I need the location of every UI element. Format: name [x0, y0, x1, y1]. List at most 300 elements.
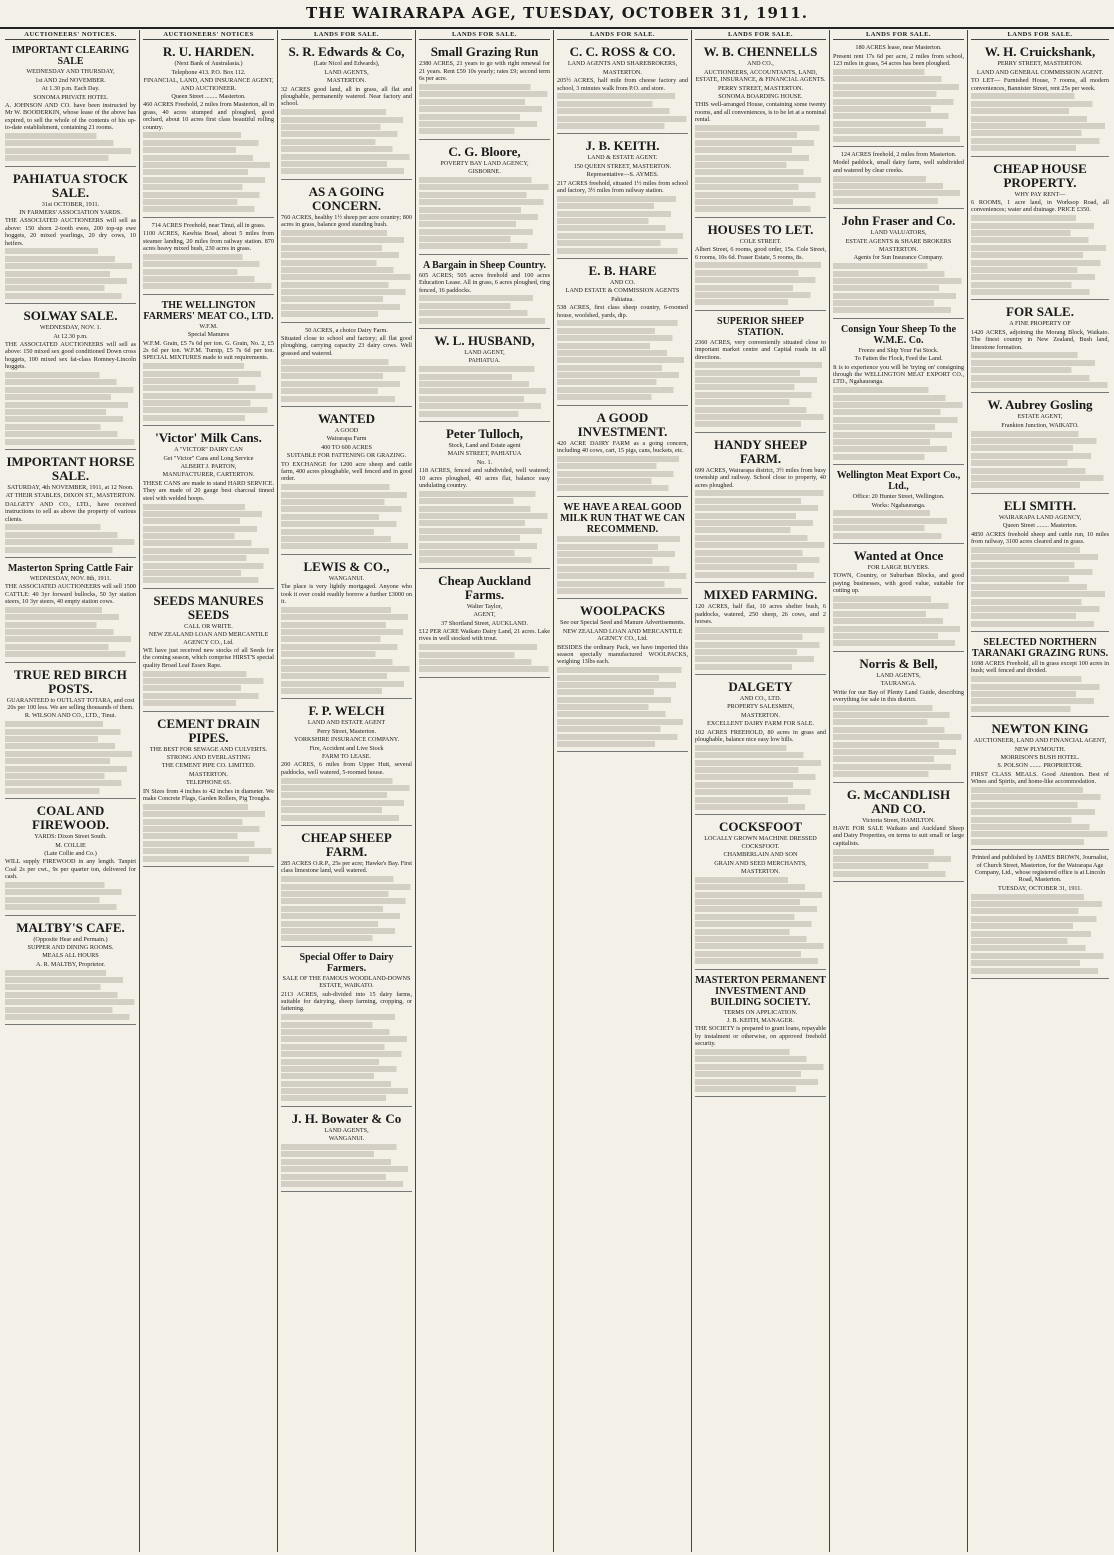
ad-title: Wellington Meat Export Co., Ltd.,	[836, 470, 961, 493]
print-line	[143, 283, 274, 289]
print-line	[695, 177, 826, 183]
print-line	[5, 904, 136, 910]
print-line	[5, 379, 136, 385]
ad-body: 200 ACRES, 6 miles from Upper Hutt, several paddocks, well watered, 5-roomed house.	[281, 761, 412, 776]
print-line	[557, 320, 688, 326]
print-line	[5, 278, 136, 284]
print-line	[281, 898, 412, 904]
advertisement	[419, 42, 550, 139]
print-line	[281, 168, 412, 174]
ad-line: Pahiatua.	[611, 295, 634, 303]
print-line	[695, 1064, 826, 1070]
ad-line: TERMS ON APPLICATION.	[723, 1008, 798, 1016]
print-line	[971, 482, 1109, 488]
print-line	[833, 307, 964, 313]
print-line	[971, 916, 1109, 922]
column	[416, 30, 554, 1552]
ad-line: Works: Ngahauranga.	[871, 501, 926, 509]
print-line	[419, 106, 550, 112]
print-line	[557, 93, 688, 99]
ad-body: FIRST CLASS MEALS. Good Attention. Best of Wines and Spirits, and home-like accommodation.	[971, 770, 1109, 786]
ad-line: NEW ZEALAND LOAN AND MERCANTILE AGENCY CO., Ltd.	[562, 627, 683, 643]
print-lines	[833, 387, 964, 460]
print-line	[971, 130, 1109, 136]
print-lines	[971, 547, 1109, 627]
print-line	[971, 145, 1109, 151]
print-line	[5, 729, 136, 735]
print-line	[971, 953, 1109, 959]
advertisement	[833, 654, 964, 783]
print-line	[695, 299, 826, 305]
ad-line: AND CO., LTD.	[739, 695, 782, 703]
print-line	[143, 540, 274, 546]
print-line	[557, 372, 688, 378]
print-line	[5, 999, 136, 1005]
print-line	[5, 773, 136, 779]
ad-line: 150 QUEEN STREET, MASTERTON.	[573, 162, 672, 170]
print-line	[143, 518, 274, 524]
ad-title: S. R. Edwards & Co,	[288, 44, 405, 60]
print-lines	[419, 644, 550, 672]
print-line	[281, 1151, 412, 1157]
print-line	[833, 263, 964, 269]
ad-line: TAURANGA.	[880, 680, 917, 688]
print-line	[143, 147, 274, 153]
ad-body: THIS well-arranged House, containing some twenty rooms, and all conveniences, is to be let at a nominal rental.	[695, 101, 826, 124]
print-line	[971, 831, 1109, 837]
print-line	[971, 676, 1109, 682]
advertisement	[557, 261, 688, 406]
print-line	[419, 557, 550, 563]
print-line	[5, 897, 136, 903]
print-lines	[5, 133, 136, 161]
print-line	[419, 543, 550, 549]
print-line	[695, 132, 826, 138]
ad-title: Consign Your Sheep To the W.M.E. Co.	[840, 323, 957, 346]
print-line	[833, 439, 964, 445]
ad-line: 50 ACRES, a choice Dairy Farm.	[305, 326, 388, 334]
print-line	[971, 468, 1109, 474]
print-line	[695, 527, 826, 533]
print-line	[557, 123, 688, 129]
ad-line: NEW PLYMOUTH.	[1014, 745, 1066, 753]
print-line	[557, 335, 688, 341]
ad-title: WE HAVE A REAL GOOD MILK RUN THAT WE CAN RECOMMEND.	[560, 501, 685, 535]
print-line	[557, 394, 688, 400]
ad-line: MORRISON'S BUSH HOTEL.	[1000, 754, 1080, 762]
print-line	[695, 498, 826, 504]
print-line	[695, 627, 826, 633]
print-line	[281, 252, 412, 258]
ad-line: A FINE PROPERTY OF	[1009, 320, 1071, 328]
print-line	[557, 471, 688, 477]
print-line	[5, 766, 136, 772]
ad-line: A GOOD	[334, 427, 359, 434]
ad-line: (Late Nicol and Edwards),	[313, 60, 380, 68]
print-line	[833, 510, 964, 516]
print-line	[143, 856, 274, 862]
print-line	[557, 233, 688, 239]
advertisement	[695, 42, 826, 217]
print-lines	[971, 93, 1109, 151]
print-line	[557, 719, 688, 725]
print-line	[833, 603, 964, 609]
print-line	[695, 760, 826, 766]
ad-title: A GOOD INVESTMENT.	[577, 409, 668, 439]
print-line	[5, 736, 136, 742]
ad-line: Printed and published by JAMES BROWN, Journalist, of Church Street, Masterton, for the Wairarapa Age Company, Ltd., whose registered office is at Lincoln Road, Masterton.	[971, 854, 1109, 884]
print-line	[971, 352, 1109, 358]
ad-body: THE ASSOCIATED AUCTIONEERS will sell 1500 CATTLE: 40 3yr forward bullocks, 50 3yr station steers, 10 3yr steers, 40 empty station cows.	[5, 583, 136, 606]
ad-line: THE BEST FOR SEWAGE AND CULVERTS.	[149, 745, 268, 753]
ad-line: Victoria Street, HAMILTON.	[862, 816, 935, 824]
print-line	[281, 1014, 412, 1020]
ad-line: WAIRARAPA LAND AGENCY,	[998, 513, 1082, 521]
advertisement	[695, 972, 826, 1098]
print-line	[695, 377, 826, 383]
print-line	[695, 414, 826, 420]
print-line	[695, 642, 826, 648]
ad-line: LAND ESTATE & COMMISSION AGENTS	[565, 287, 680, 295]
print-line	[281, 913, 412, 919]
ad-line: ALBERT J. PARTON,	[180, 463, 237, 471]
ad-title: WANTED	[317, 411, 376, 426]
print-line	[833, 518, 964, 524]
ad-line: THE CEMENT PIPE CO. LIMITED.	[161, 762, 256, 770]
ad-line: PERRY STREET, MASTERTON.	[717, 84, 804, 92]
print-line	[695, 649, 826, 655]
ad-title: F. P. WELCH	[308, 703, 385, 719]
print-line	[695, 169, 826, 175]
advertisement	[143, 297, 274, 427]
print-lines	[5, 882, 136, 910]
advertisement	[833, 149, 964, 209]
print-line	[971, 282, 1109, 288]
ad-title: J. B. KEITH.	[585, 138, 660, 154]
ad-line: MASTERTON.	[879, 245, 918, 253]
print-line	[419, 236, 550, 242]
print-line	[971, 445, 1109, 451]
print-line	[143, 162, 274, 168]
print-line	[695, 370, 826, 376]
print-line	[695, 140, 826, 146]
advertisement	[833, 42, 964, 147]
print-line	[557, 726, 688, 732]
print-line	[695, 804, 826, 810]
print-line	[833, 395, 964, 401]
print-line	[281, 161, 412, 167]
ad-line: PROPERTY SALESMEN,	[727, 703, 794, 711]
ad-line: Perry Street, Masterton.	[316, 727, 377, 735]
print-lines	[419, 491, 550, 564]
ad-line: AUCTIONEERS, ACCOUNTANTS, LAND, ESTATE, INSURANCE, & FINANCIAL AGENTS.	[695, 68, 826, 84]
print-line	[971, 547, 1109, 553]
print-lines	[143, 132, 274, 212]
print-line	[281, 536, 412, 542]
ad-line: LAND AND GENERAL COMMISSION AGENT.	[976, 68, 1104, 76]
print-lines	[833, 705, 964, 778]
print-lines	[281, 230, 412, 317]
print-line	[5, 285, 136, 291]
print-line	[971, 576, 1109, 582]
print-lines	[143, 504, 274, 584]
print-line	[281, 154, 412, 160]
print-line	[557, 387, 688, 393]
ad-line: CHAMBERLAIN AND SON	[723, 851, 798, 859]
advertisement	[281, 557, 412, 700]
print-line	[281, 267, 412, 273]
print-line	[281, 492, 412, 498]
ad-line: ESTATE AGENT,	[1017, 413, 1063, 421]
print-line	[557, 240, 688, 246]
print-line	[143, 206, 274, 212]
print-line	[833, 278, 964, 284]
print-lines	[557, 456, 688, 492]
ad-line: COLE STREET.	[739, 237, 782, 245]
print-line	[281, 1044, 412, 1050]
ad-body: THESE CANS are made to stand HARD SERVICE. They are made of 20 gauge best charcoal tinned steel with welded hoops.	[143, 479, 274, 502]
ad-line: 37 Shortland Street, AUCKLAND.	[441, 619, 528, 627]
print-line	[419, 99, 550, 105]
print-line	[557, 203, 688, 209]
ad-line: WHY PAY RENT—	[1014, 190, 1066, 198]
print-line	[971, 375, 1109, 381]
print-line	[833, 596, 964, 602]
print-line	[557, 581, 688, 587]
print-lines	[971, 676, 1109, 712]
ad-title: W. L. HUSBAND,	[434, 333, 535, 349]
print-line	[833, 69, 964, 75]
print-line	[695, 407, 826, 413]
print-lines	[281, 1144, 412, 1187]
ad-title: W. Aubrey Gosling	[987, 397, 1093, 413]
ad-line: MASTERTON.	[741, 868, 780, 876]
print-line	[557, 456, 688, 462]
print-lines	[695, 262, 826, 305]
ad-line: AND CO.	[609, 278, 636, 286]
print-line	[143, 155, 274, 161]
print-line	[281, 800, 412, 806]
print-line	[5, 402, 136, 408]
ad-title: Masterton Spring Cattle Fair	[7, 562, 134, 574]
advertisement	[281, 409, 412, 555]
print-line	[281, 1059, 412, 1065]
print-line	[419, 84, 550, 90]
masthead: THE WAIRARAPA AGE, TUESDAY, OCTOBER 31, 1911.	[305, 4, 809, 22]
print-line	[971, 684, 1109, 690]
print-line	[419, 184, 550, 190]
print-line	[143, 533, 274, 539]
ad-line: AND CO.,	[747, 60, 774, 68]
ad-line: MASTERTON.	[741, 711, 780, 719]
print-line	[419, 114, 550, 120]
print-line	[971, 945, 1109, 951]
print-line	[5, 788, 136, 794]
print-line	[833, 863, 964, 869]
print-line	[833, 432, 964, 438]
print-line	[281, 651, 412, 657]
print-line	[971, 569, 1109, 575]
column-heading: LANDS FOR SALE.	[281, 30, 412, 40]
print-line	[281, 629, 412, 635]
print-line	[695, 767, 826, 773]
ad-body: 4850 ACRES freehold sheep and cattle run, 10 miles from railway, 3100 acres cleared and in grass.	[971, 530, 1109, 545]
print-line	[971, 839, 1109, 845]
print-line	[557, 741, 688, 747]
print-line	[5, 629, 136, 635]
print-line	[5, 1014, 136, 1020]
print-lines	[5, 248, 136, 298]
ad-line: LAND AGENT,	[464, 349, 505, 357]
print-lines	[833, 69, 964, 142]
ad-body: 2380 ACRES, 21 years to go with right renewal for 21 years. Rent £59 10s yearly; rates £9; second term 6s per acre.	[419, 60, 550, 83]
print-line	[5, 992, 136, 998]
print-line	[281, 906, 412, 912]
ad-line: TELEPHONE 65.	[185, 779, 232, 787]
print-line	[557, 689, 688, 695]
advertisement	[833, 785, 964, 883]
print-line	[833, 849, 964, 855]
print-line	[5, 155, 136, 161]
ad-title: LEWIS & CO.,	[303, 558, 390, 574]
print-line	[5, 1007, 136, 1013]
print-line	[971, 289, 1109, 295]
print-line	[143, 685, 274, 691]
print-line	[281, 124, 412, 130]
ad-body: 120 ACRES, half flat, 10 acres shelter bush, 6 paddocks, watered, 250 sheep, 26 cows, and 2 horses.	[695, 603, 826, 625]
ad-line: IN FARMERS' ASSOCIATION YARDS.	[19, 209, 122, 217]
print-line	[419, 506, 550, 512]
print-line	[971, 274, 1109, 280]
ad-line: To Fatten the Flock, Feed the Land.	[854, 355, 943, 363]
ad-line: STRONG AND EVERLASTING	[166, 753, 251, 761]
ad-body: Situated close to school and factory; all flat good ploughing, carrying capacity 23 dairy cows. Well grassed and watered.	[281, 335, 412, 357]
ad-body: Present rent 17s 6d per acre, 2 miles from school, 123 miles in grass, 54 acres has been ploughed.	[833, 52, 964, 68]
ad-title: WOOLPACKS	[580, 603, 665, 619]
advertisement	[971, 719, 1109, 850]
ad-line: MEALS ALL HOURS	[42, 952, 99, 960]
print-line	[5, 394, 136, 400]
print-line	[281, 659, 412, 665]
print-line	[419, 498, 550, 504]
column	[2, 30, 140, 1552]
ad-title: IMPORTANT CLEARING SALE	[11, 45, 130, 68]
column	[140, 30, 278, 1552]
print-line	[971, 938, 1109, 944]
print-line	[281, 506, 412, 512]
ad-body: Albert Street, 6 rooms, good order, 15s. Cole Street, 6 rooms, 10s 6d. Fraser Estate, 5 rooms, 8s.	[695, 246, 826, 261]
ad-line: Agents for Sun Insurance Company.	[853, 254, 944, 262]
print-lines	[5, 524, 136, 552]
print-line	[143, 378, 274, 384]
print-line	[833, 856, 964, 862]
print-line	[833, 719, 964, 725]
print-line	[557, 704, 688, 710]
print-line	[419, 528, 550, 534]
ad-body: Model paddock, small dairy farm, well subdivided and watered by clear creeks.	[833, 159, 964, 174]
print-line	[557, 551, 688, 557]
print-line	[695, 384, 826, 390]
advertisement	[419, 571, 550, 678]
ad-line: ESTATE AGENTS & SHARE BROKERS	[845, 237, 952, 245]
print-line	[143, 261, 274, 267]
print-line	[971, 931, 1109, 937]
print-line	[281, 521, 412, 527]
ad-line: LAND AGENTS AND SHAREBROKERS,	[567, 60, 678, 68]
print-line	[143, 848, 274, 854]
print-line	[695, 490, 826, 496]
advertisement	[5, 918, 136, 1026]
print-lines	[281, 1014, 412, 1101]
print-line	[971, 794, 1109, 800]
print-line	[419, 403, 550, 409]
print-line	[143, 819, 274, 825]
print-line	[833, 387, 964, 393]
ad-title: SEEDS MANURES SEEDS	[153, 592, 264, 622]
print-line	[833, 84, 964, 90]
print-line	[281, 1073, 412, 1079]
print-line	[833, 402, 964, 408]
ad-body: 699 ACRES, Wairarapa district, 3½ miles from busy township and railway. School close to property, 40 acres ploughed.	[695, 466, 826, 489]
print-line	[971, 360, 1109, 366]
print-line	[281, 1022, 412, 1028]
print-line	[281, 1088, 412, 1094]
print-line	[695, 277, 826, 283]
ad-title: HANDY SHEEP FARM.	[713, 436, 808, 466]
print-line	[419, 388, 550, 394]
column	[554, 30, 692, 1552]
print-line	[281, 935, 412, 941]
print-lines	[143, 254, 274, 290]
print-line	[557, 463, 688, 469]
print-line	[971, 460, 1109, 466]
print-line	[971, 901, 1109, 907]
ad-line: R. WILSON AND CO., LTD., Tinui.	[24, 712, 117, 720]
print-line	[971, 562, 1109, 568]
ad-title: MALTBY'S CAFE.	[16, 919, 125, 935]
advertisement	[557, 408, 688, 497]
print-line	[833, 734, 964, 740]
print-line	[695, 914, 826, 920]
print-line	[281, 1159, 412, 1165]
print-line	[695, 162, 826, 168]
ad-title: G. McCANDLISH AND CO.	[846, 786, 951, 816]
ad-line: SUPPER AND DINING ROOMS.	[27, 943, 114, 951]
print-lines	[557, 320, 688, 400]
ad-body: 460 ACRES Freehold, 2 miles from Masterton, all in grass, 40 acres stumped and ploughed, good orchard, about 10 acres first class beautiful rolling country.	[143, 101, 274, 131]
ad-body: 118 ACRES, fenced and subdivided, well watered; 10 acres ploughed, 40 acres flat, balance easy undulating country.	[419, 467, 550, 489]
print-line	[281, 274, 412, 280]
ad-line: POVERTY BAY LAND AGENCY,	[440, 159, 529, 167]
ad-title: Wanted at Once	[853, 547, 944, 563]
print-line	[419, 644, 550, 650]
advertisement	[695, 585, 826, 675]
print-line	[5, 140, 136, 146]
print-line	[281, 921, 412, 927]
print-line	[833, 417, 964, 423]
print-line	[971, 599, 1109, 605]
ad-title: IMPORTANT HORSE SALE.	[6, 453, 135, 483]
print-line	[281, 1144, 412, 1150]
print-line	[695, 199, 826, 205]
print-line	[557, 485, 688, 491]
print-line	[971, 706, 1109, 712]
print-line	[5, 372, 136, 378]
ad-title: SUPERIOR SHEEP STATION.	[717, 315, 804, 338]
print-line	[833, 871, 964, 877]
print-line	[695, 392, 826, 398]
advertisement	[971, 852, 1109, 979]
